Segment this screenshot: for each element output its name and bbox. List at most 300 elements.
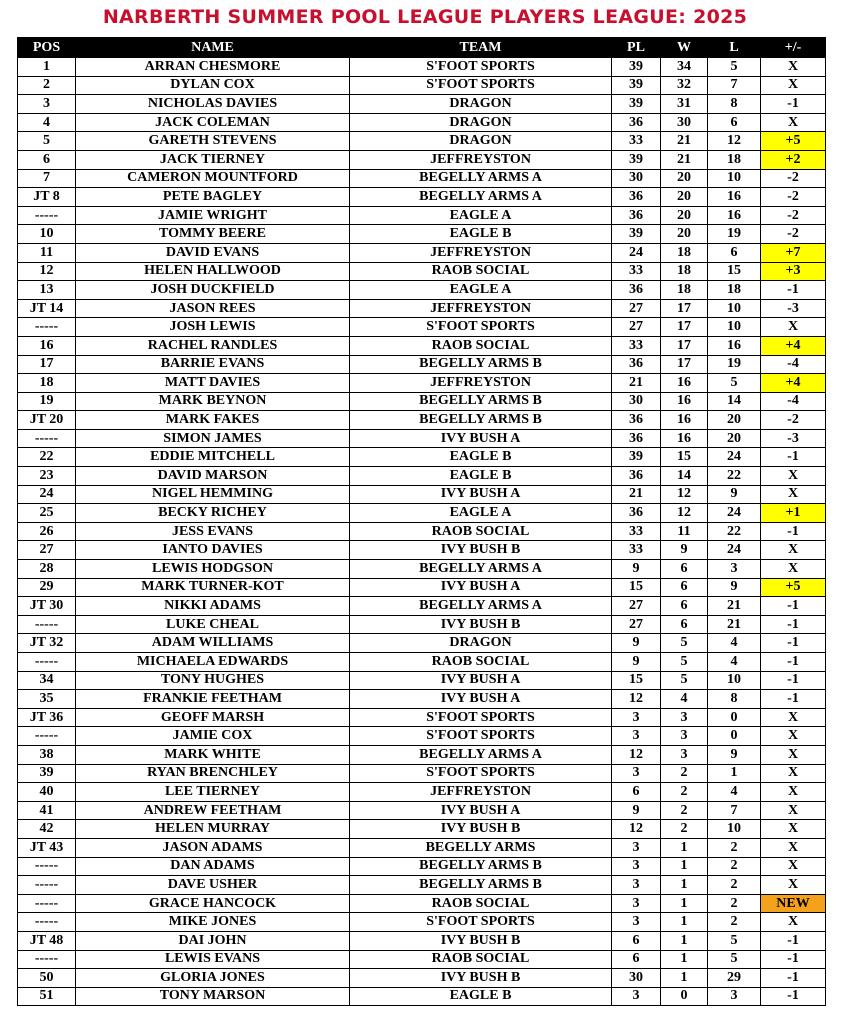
table-row [18, 58, 826, 77]
cell-w: 1 [661, 838, 708, 857]
cell-team: BEGELLY ARMS B [350, 392, 612, 411]
cell-name: JASON ADAMS [76, 838, 350, 857]
cell-w: 12 [661, 485, 708, 504]
cell-team: IVY BUSH A [350, 801, 612, 820]
cell-team: IVY BUSH A [350, 429, 612, 448]
table-row [18, 132, 826, 151]
cell-l: 19 [708, 225, 761, 244]
cell-team: JEFFREYSTON [350, 374, 612, 393]
cell-team: DRAGON [350, 113, 612, 132]
cell-pl: 30 [612, 392, 661, 411]
cell-l: 19 [708, 355, 761, 374]
cell-team: IVY BUSH B [350, 615, 612, 634]
cell-diff: -1 [761, 95, 826, 114]
cell-pl: 39 [612, 95, 661, 114]
cell-pl: 36 [612, 113, 661, 132]
cell-pos: ----- [18, 950, 76, 969]
cell-diff-highlight: +7 [761, 243, 826, 262]
cell-name: LEWIS HODGSON [76, 560, 350, 579]
cell-team: IVY BUSH A [350, 578, 612, 597]
cell-pos: 2 [18, 76, 76, 95]
cell-team: DRAGON [350, 95, 612, 114]
table-row [18, 355, 826, 374]
cell-pos: 50 [18, 969, 76, 988]
cell-pl: 24 [612, 243, 661, 262]
cell-w: 6 [661, 560, 708, 579]
cell-l: 20 [708, 411, 761, 430]
cell-l: 8 [708, 95, 761, 114]
table-row [18, 764, 826, 783]
cell-pl: 36 [612, 355, 661, 374]
cell-diff: -1 [761, 634, 826, 653]
cell-diff: X [761, 876, 826, 895]
table-row [18, 281, 826, 300]
cell-w: 5 [661, 671, 708, 690]
cell-pos: ----- [18, 206, 76, 225]
cell-l: 2 [708, 857, 761, 876]
cell-w: 21 [661, 150, 708, 169]
cell-l: 5 [708, 950, 761, 969]
cell-name: NICHOLAS DAVIES [76, 95, 350, 114]
cell-l: 9 [708, 485, 761, 504]
cell-name: MATT DAVIES [76, 374, 350, 393]
col-header-name: NAME [76, 38, 350, 58]
cell-w: 18 [661, 243, 708, 262]
cell-diff-highlight: +3 [761, 262, 826, 281]
cell-diff-highlight: +1 [761, 504, 826, 523]
cell-diff: X [761, 318, 826, 337]
cell-team: S'FOOT SPORTS [350, 76, 612, 95]
cell-team: IVY BUSH B [350, 820, 612, 839]
cell-l: 4 [708, 634, 761, 653]
cell-team: IVY BUSH A [350, 671, 612, 690]
cell-name: MIKE JONES [76, 913, 350, 932]
cell-pl: 6 [612, 950, 661, 969]
cell-w: 1 [661, 857, 708, 876]
col-header-w: W [661, 38, 708, 58]
table-row [18, 318, 826, 337]
cell-diff: -3 [761, 429, 826, 448]
cell-w: 9 [661, 541, 708, 560]
cell-diff: X [761, 857, 826, 876]
table-row [18, 429, 826, 448]
cell-l: 24 [708, 448, 761, 467]
league-table [17, 37, 826, 1006]
cell-diff: -1 [761, 690, 826, 709]
table-row [18, 690, 826, 709]
cell-diff: X [761, 783, 826, 802]
cell-diff: X [761, 113, 826, 132]
cell-pos: 6 [18, 150, 76, 169]
cell-diff: -1 [761, 597, 826, 616]
cell-l: 21 [708, 597, 761, 616]
cell-pos: 23 [18, 467, 76, 486]
cell-name: LUKE CHEAL [76, 615, 350, 634]
cell-team: JEFFREYSTON [350, 243, 612, 262]
cell-pl: 3 [612, 876, 661, 895]
cell-team: IVY BUSH B [350, 931, 612, 950]
cell-pos: 35 [18, 690, 76, 709]
cell-diff-highlight: +5 [761, 578, 826, 597]
cell-w: 34 [661, 58, 708, 77]
cell-name: TONY MARSON [76, 987, 350, 1006]
cell-pos: ----- [18, 876, 76, 895]
table-row [18, 448, 826, 467]
cell-w: 18 [661, 262, 708, 281]
table-row [18, 615, 826, 634]
cell-l: 10 [708, 299, 761, 318]
cell-l: 5 [708, 58, 761, 77]
cell-team: RAOB SOCIAL [350, 950, 612, 969]
cell-team: DRAGON [350, 132, 612, 151]
table-row [18, 653, 826, 672]
cell-team: S'FOOT SPORTS [350, 913, 612, 932]
cell-w: 16 [661, 374, 708, 393]
cell-team: S'FOOT SPORTS [350, 727, 612, 746]
cell-pl: 12 [612, 820, 661, 839]
cell-team: EAGLE A [350, 504, 612, 523]
cell-pl: 33 [612, 541, 661, 560]
cell-name: LEWIS EVANS [76, 950, 350, 969]
table-row [18, 374, 826, 393]
cell-name: SIMON JAMES [76, 429, 350, 448]
cell-team: EAGLE A [350, 281, 612, 300]
cell-team: EAGLE B [350, 467, 612, 486]
cell-pl: 3 [612, 857, 661, 876]
cell-diff: -1 [761, 281, 826, 300]
col-header-diff: +/- [761, 38, 826, 58]
cell-name: JESS EVANS [76, 522, 350, 541]
cell-l: 14 [708, 392, 761, 411]
cell-l: 2 [708, 894, 761, 913]
cell-pos: 3 [18, 95, 76, 114]
cell-w: 30 [661, 113, 708, 132]
cell-l: 7 [708, 801, 761, 820]
cell-pos: 5 [18, 132, 76, 151]
cell-name: RACHEL RANDLES [76, 336, 350, 355]
cell-l: 2 [708, 913, 761, 932]
cell-team: IVY BUSH B [350, 541, 612, 560]
table-row [18, 578, 826, 597]
cell-pos: ----- [18, 318, 76, 337]
cell-w: 0 [661, 987, 708, 1006]
cell-name: NIKKI ADAMS [76, 597, 350, 616]
cell-team: S'FOOT SPORTS [350, 58, 612, 77]
cell-team: S'FOOT SPORTS [350, 764, 612, 783]
cell-pos: 1 [18, 58, 76, 77]
cell-w: 2 [661, 820, 708, 839]
cell-pl: 21 [612, 485, 661, 504]
table-row [18, 485, 826, 504]
cell-w: 1 [661, 894, 708, 913]
cell-w: 20 [661, 225, 708, 244]
cell-diff-highlight: +2 [761, 150, 826, 169]
cell-l: 15 [708, 262, 761, 281]
cell-name: JAMIE WRIGHT [76, 206, 350, 225]
cell-pl: 39 [612, 150, 661, 169]
cell-pos: ----- [18, 857, 76, 876]
cell-pl: 15 [612, 578, 661, 597]
cell-diff: X [761, 913, 826, 932]
cell-pl: 9 [612, 801, 661, 820]
cell-pl: 9 [612, 560, 661, 579]
cell-pl: 12 [612, 690, 661, 709]
cell-name: DAVE USHER [76, 876, 350, 895]
cell-pl: 39 [612, 58, 661, 77]
cell-pl: 36 [612, 188, 661, 207]
cell-pl: 33 [612, 522, 661, 541]
cell-diff: X [761, 467, 826, 486]
cell-diff: -3 [761, 299, 826, 318]
cell-team: S'FOOT SPORTS [350, 708, 612, 727]
cell-pos: 27 [18, 541, 76, 560]
cell-pl: 27 [612, 615, 661, 634]
cell-pos: ----- [18, 727, 76, 746]
cell-diff: -4 [761, 355, 826, 374]
cell-pl: 9 [612, 653, 661, 672]
cell-w: 16 [661, 429, 708, 448]
cell-name: DAI JOHN [76, 931, 350, 950]
cell-w: 2 [661, 801, 708, 820]
cell-l: 9 [708, 745, 761, 764]
cell-pos: ----- [18, 653, 76, 672]
cell-w: 12 [661, 504, 708, 523]
cell-l: 0 [708, 727, 761, 746]
cell-pl: 3 [612, 894, 661, 913]
cell-diff: X [761, 764, 826, 783]
cell-w: 3 [661, 708, 708, 727]
table-row [18, 969, 826, 988]
cell-team: BEGELLY ARMS A [350, 188, 612, 207]
cell-pl: 27 [612, 597, 661, 616]
table-row [18, 560, 826, 579]
cell-l: 2 [708, 838, 761, 857]
cell-team: BEGELLY ARMS [350, 838, 612, 857]
page-title: NARBERTH SUMMER POOL LEAGUE PLAYERS LEAGUE: 2025 [102, 6, 748, 28]
table-row [18, 299, 826, 318]
cell-pl: 39 [612, 76, 661, 95]
cell-name: ARRAN CHESMORE [76, 58, 350, 77]
cell-name: IANTO DAVIES [76, 541, 350, 560]
cell-w: 11 [661, 522, 708, 541]
cell-w: 21 [661, 132, 708, 151]
cell-team: RAOB SOCIAL [350, 336, 612, 355]
cell-pos: 42 [18, 820, 76, 839]
cell-pl: 39 [612, 225, 661, 244]
cell-diff: X [761, 485, 826, 504]
table-row [18, 262, 826, 281]
cell-l: 4 [708, 783, 761, 802]
cell-team: EAGLE A [350, 206, 612, 225]
cell-pos: 40 [18, 783, 76, 802]
cell-diff: -1 [761, 969, 826, 988]
cell-l: 7 [708, 76, 761, 95]
cell-diff: -2 [761, 225, 826, 244]
table-row [18, 225, 826, 244]
cell-l: 3 [708, 560, 761, 579]
cell-diff: -2 [761, 411, 826, 430]
cell-diff-highlight: +4 [761, 374, 826, 393]
col-header-team: TEAM [350, 38, 612, 58]
cell-w: 17 [661, 336, 708, 355]
cell-name: JASON REES [76, 299, 350, 318]
table-row [18, 597, 826, 616]
cell-w: 17 [661, 299, 708, 318]
cell-l: 2 [708, 876, 761, 895]
cell-l: 16 [708, 188, 761, 207]
cell-w: 18 [661, 281, 708, 300]
cell-team: BEGELLY ARMS A [350, 560, 612, 579]
table-row [18, 820, 826, 839]
cell-w: 17 [661, 355, 708, 374]
cell-diff: -2 [761, 169, 826, 188]
cell-w: 6 [661, 578, 708, 597]
table-row [18, 522, 826, 541]
table-row [18, 857, 826, 876]
cell-team: BEGELLY ARMS A [350, 745, 612, 764]
cell-l: 6 [708, 113, 761, 132]
cell-name: MICHAELA EDWARDS [76, 653, 350, 672]
cell-l: 21 [708, 615, 761, 634]
cell-name: BARRIE EVANS [76, 355, 350, 374]
col-header-pos: POS [18, 38, 76, 58]
cell-pos: 29 [18, 578, 76, 597]
cell-pl: 33 [612, 132, 661, 151]
cell-l: 8 [708, 690, 761, 709]
cell-team: JEFFREYSTON [350, 299, 612, 318]
table-header-row [18, 38, 826, 58]
cell-w: 6 [661, 597, 708, 616]
cell-pos: JT 32 [18, 634, 76, 653]
cell-l: 10 [708, 820, 761, 839]
cell-l: 3 [708, 987, 761, 1006]
cell-pl: 36 [612, 206, 661, 225]
cell-diff: X [761, 58, 826, 77]
cell-team: RAOB SOCIAL [350, 262, 612, 281]
cell-pos: 25 [18, 504, 76, 523]
cell-name: EDDIE MITCHELL [76, 448, 350, 467]
cell-pos: JT 36 [18, 708, 76, 727]
table-row [18, 95, 826, 114]
table-row [18, 336, 826, 355]
table-row [18, 671, 826, 690]
new-badge: NEW [761, 894, 826, 913]
cell-pos: JT 43 [18, 838, 76, 857]
table-row [18, 504, 826, 523]
cell-pos: ----- [18, 615, 76, 634]
table-row [18, 169, 826, 188]
cell-diff: X [761, 708, 826, 727]
cell-team: IVY BUSH A [350, 690, 612, 709]
cell-name: ADAM WILLIAMS [76, 634, 350, 653]
cell-pl: 3 [612, 838, 661, 857]
cell-team: BEGELLY ARMS B [350, 876, 612, 895]
cell-pos: ----- [18, 429, 76, 448]
cell-pos: 26 [18, 522, 76, 541]
cell-name: JOSH DUCKFIELD [76, 281, 350, 300]
cell-name: MARK WHITE [76, 745, 350, 764]
cell-pl: 21 [612, 374, 661, 393]
cell-l: 16 [708, 206, 761, 225]
table-row [18, 150, 826, 169]
cell-diff-highlight: +5 [761, 132, 826, 151]
cell-diff: -1 [761, 522, 826, 541]
cell-pl: 3 [612, 913, 661, 932]
cell-pos: JT 8 [18, 188, 76, 207]
cell-diff: -4 [761, 392, 826, 411]
cell-l: 4 [708, 653, 761, 672]
cell-name: FRANKIE FEETHAM [76, 690, 350, 709]
cell-pos: 34 [18, 671, 76, 690]
cell-diff: -1 [761, 615, 826, 634]
cell-team: BEGELLY ARMS B [350, 857, 612, 876]
cell-pl: 36 [612, 429, 661, 448]
cell-diff: X [761, 727, 826, 746]
cell-diff: X [761, 541, 826, 560]
cell-l: 16 [708, 336, 761, 355]
cell-team: BEGELLY ARMS A [350, 597, 612, 616]
cell-diff: -1 [761, 987, 826, 1006]
cell-diff: X [761, 560, 826, 579]
cell-pl: 12 [612, 745, 661, 764]
cell-team: IVY BUSH A [350, 485, 612, 504]
cell-w: 5 [661, 653, 708, 672]
cell-team: IVY BUSH B [350, 969, 612, 988]
cell-name: MARK BEYNON [76, 392, 350, 411]
cell-w: 20 [661, 169, 708, 188]
cell-pl: 15 [612, 671, 661, 690]
cell-l: 10 [708, 169, 761, 188]
cell-l: 29 [708, 969, 761, 988]
cell-name: JOSH LEWIS [76, 318, 350, 337]
cell-name: PETE BAGLEY [76, 188, 350, 207]
cell-pl: 3 [612, 764, 661, 783]
cell-w: 3 [661, 745, 708, 764]
cell-w: 20 [661, 188, 708, 207]
cell-l: 9 [708, 578, 761, 597]
cell-l: 10 [708, 318, 761, 337]
cell-name: NIGEL HEMMING [76, 485, 350, 504]
table-row [18, 76, 826, 95]
table-row [18, 392, 826, 411]
cell-team: BEGELLY ARMS B [350, 411, 612, 430]
table-row [18, 801, 826, 820]
cell-pl: 6 [612, 931, 661, 950]
cell-pos: 24 [18, 485, 76, 504]
cell-team: RAOB SOCIAL [350, 522, 612, 541]
cell-pl: 39 [612, 448, 661, 467]
cell-pl: 3 [612, 708, 661, 727]
cell-pos: 4 [18, 113, 76, 132]
cell-l: 1 [708, 764, 761, 783]
cell-w: 2 [661, 764, 708, 783]
cell-team: RAOB SOCIAL [350, 653, 612, 672]
cell-pos: 11 [18, 243, 76, 262]
table-row [18, 838, 826, 857]
table-row [18, 727, 826, 746]
cell-team: EAGLE B [350, 225, 612, 244]
cell-pos: ----- [18, 913, 76, 932]
cell-pos: JT 48 [18, 931, 76, 950]
table-row [18, 243, 826, 262]
cell-w: 3 [661, 727, 708, 746]
cell-pl: 33 [612, 262, 661, 281]
cell-diff: -1 [761, 448, 826, 467]
cell-l: 0 [708, 708, 761, 727]
cell-name: JAMIE COX [76, 727, 350, 746]
cell-l: 5 [708, 931, 761, 950]
cell-pos: 28 [18, 560, 76, 579]
